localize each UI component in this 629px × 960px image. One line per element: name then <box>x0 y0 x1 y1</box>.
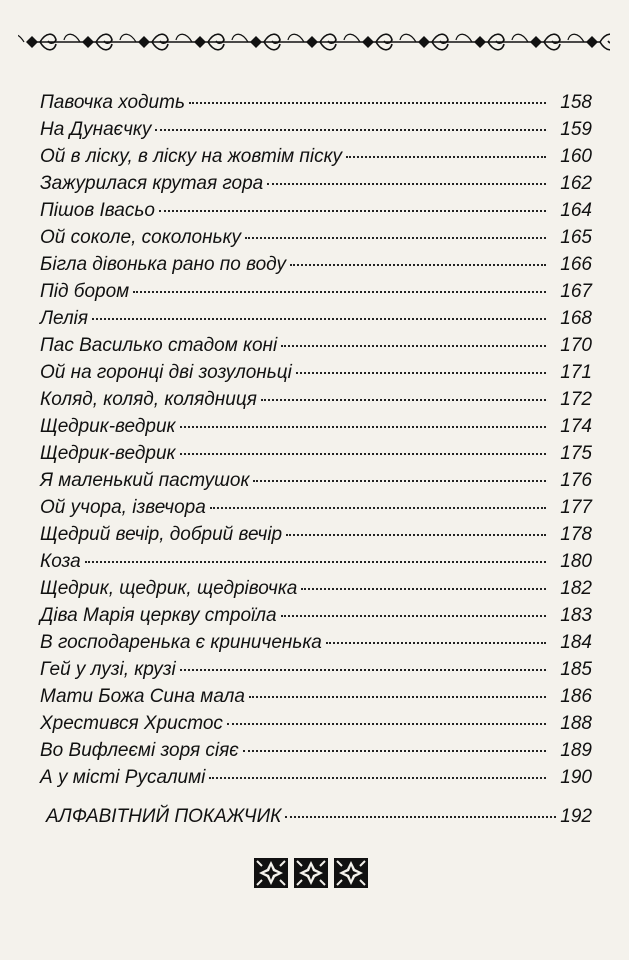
toc-page-number: 176 <box>560 470 592 491</box>
toc-entry-title: Під бором <box>40 281 130 302</box>
toc-entry[interactable] <box>40 362 592 389</box>
toc-page-number: 184 <box>560 632 592 653</box>
toc-page-number: 160 <box>560 146 592 167</box>
dot-leader <box>301 588 546 590</box>
dot-leader <box>286 534 546 536</box>
dot-leader <box>267 183 546 185</box>
toc-entry-title: Щедрик, щедрик, щедрівочка <box>40 578 298 599</box>
toc-entry[interactable] <box>40 254 592 281</box>
dot-leader <box>346 156 546 158</box>
toc-page-number: 168 <box>560 308 592 329</box>
alphabetical-index-entry[interactable] <box>46 806 592 828</box>
toc-entry-title: Хрестився Христос <box>40 713 223 734</box>
index-title: АЛФАВІТНИЙ ПОКАЖЧИК <box>46 806 282 827</box>
toc-entry[interactable] <box>40 632 592 659</box>
dot-leader <box>326 642 546 644</box>
toc-entry[interactable] <box>40 713 592 740</box>
toc-entry[interactable] <box>40 389 592 416</box>
toc-entry[interactable] <box>40 443 592 470</box>
toc-entry-title: Ой в ліску, в ліску на жовтім піску <box>40 146 343 167</box>
toc-entry[interactable] <box>40 470 592 497</box>
toc-entry-title: Щедрик-ведрик <box>40 416 176 437</box>
table-of-contents <box>40 92 592 794</box>
toc-entry[interactable] <box>40 308 592 335</box>
toc-entry[interactable] <box>40 551 592 578</box>
toc-page-number: 159 <box>560 119 592 140</box>
toc-page-number: 183 <box>560 605 592 626</box>
toc-entry[interactable] <box>40 686 592 713</box>
toc-page-number: 177 <box>560 497 592 518</box>
dot-leader <box>210 507 546 509</box>
dot-leader <box>180 426 547 428</box>
toc-entry[interactable] <box>40 227 592 254</box>
toc-entry-title: Ой на горонці дві зозулоньці <box>40 362 292 383</box>
dot-leader <box>245 237 546 239</box>
dot-leader <box>296 372 546 374</box>
toc-entry[interactable] <box>40 173 592 200</box>
toc-entry-title: Пішов Івасьо <box>40 200 155 221</box>
ornamental-border-icon <box>18 30 610 54</box>
dot-leader <box>209 777 546 779</box>
toc-page-number: 158 <box>560 92 592 113</box>
toc-entry[interactable] <box>40 416 592 443</box>
toc-entry[interactable] <box>40 659 592 686</box>
toc-entry-title: А у місті Русалимі <box>40 767 206 788</box>
dot-leader <box>155 129 546 131</box>
toc-entry[interactable] <box>40 605 592 632</box>
toc-page-number: 166 <box>560 254 592 275</box>
toc-page-number: 171 <box>560 362 592 383</box>
snowflake-ornament-icon <box>252 856 370 890</box>
dot-leader <box>180 453 547 455</box>
index-page-number: 192 <box>560 806 592 827</box>
toc-entry[interactable] <box>40 335 592 362</box>
toc-page-number: 162 <box>560 173 592 194</box>
toc-page-number: 189 <box>560 740 592 761</box>
toc-entry-title: Во Вифлеємі зоря сіяє <box>40 740 239 761</box>
toc-page-number: 185 <box>560 659 592 680</box>
dot-leader <box>281 615 546 617</box>
toc-entry[interactable] <box>40 281 592 308</box>
toc-entry-title: Ой учора, ізвечора <box>40 497 206 518</box>
toc-entry-title: Діва Марія церкву строїла <box>40 605 277 626</box>
toc-entry-title: На Дунаєчку <box>40 119 152 140</box>
toc-entry-title: Коляд, коляд, колядниця <box>40 389 257 410</box>
toc-entry-title: Пас Василько стадом коні <box>40 335 278 356</box>
dot-leader <box>261 399 546 401</box>
toc-page-number: 164 <box>560 200 592 221</box>
toc-entry-title: Мати Божа Сина мала <box>40 686 245 707</box>
toc-entry[interactable] <box>40 767 592 794</box>
toc-page-number: 182 <box>560 578 592 599</box>
dot-leader <box>180 669 546 671</box>
toc-entry-title: Бігла дівонька рано по воду <box>40 254 286 275</box>
toc-page-number: 174 <box>560 416 592 437</box>
toc-page-number: 172 <box>560 389 592 410</box>
toc-entry-title: Я маленький пастушок <box>40 470 250 491</box>
toc-entry-title: Щедрий вечір, добрий вечір <box>40 524 283 545</box>
dot-leader <box>227 723 546 725</box>
dot-leader <box>243 750 546 752</box>
toc-page-number: 186 <box>560 686 592 707</box>
toc-entry[interactable] <box>40 92 592 119</box>
toc-entry[interactable] <box>40 119 592 146</box>
toc-page-number: 190 <box>560 767 592 788</box>
toc-entry-title: Зажурилася крутая гора <box>40 173 264 194</box>
toc-entry-title: Коза <box>40 551 81 572</box>
toc-entry-title: Щедрик-ведрик <box>40 443 176 464</box>
toc-entry[interactable] <box>40 200 592 227</box>
toc-page-number: 175 <box>560 443 592 464</box>
toc-page-number: 178 <box>560 524 592 545</box>
dot-leader <box>281 345 546 347</box>
toc-entry-title: Гей у лузі, крузі <box>40 659 176 680</box>
toc-entry-title: Ой соколе, соколоньку <box>40 227 242 248</box>
toc-page-number: 188 <box>560 713 592 734</box>
toc-entry-title: Павочка ходить <box>40 92 185 113</box>
toc-page-number: 170 <box>560 335 592 356</box>
toc-entry[interactable] <box>40 740 592 767</box>
dot-leader <box>290 264 546 266</box>
dot-leader <box>253 480 546 482</box>
toc-entry-title: В господаренька є криниченька <box>40 632 322 653</box>
toc-page-number: 180 <box>560 551 592 572</box>
toc-entry[interactable] <box>40 146 592 173</box>
toc-page-number: 165 <box>560 227 592 248</box>
dot-leader <box>189 102 546 104</box>
dot-leader <box>285 816 556 818</box>
dot-leader <box>133 291 546 293</box>
toc-entry[interactable] <box>40 497 592 524</box>
dot-leader <box>85 561 546 563</box>
dot-leader <box>159 210 546 212</box>
dot-leader <box>249 696 546 698</box>
toc-entry[interactable] <box>40 524 592 551</box>
dot-leader <box>92 318 546 320</box>
toc-page-number: 167 <box>560 281 592 302</box>
toc-entry[interactable] <box>40 578 592 605</box>
toc-entry-title: Лелія <box>40 308 89 329</box>
